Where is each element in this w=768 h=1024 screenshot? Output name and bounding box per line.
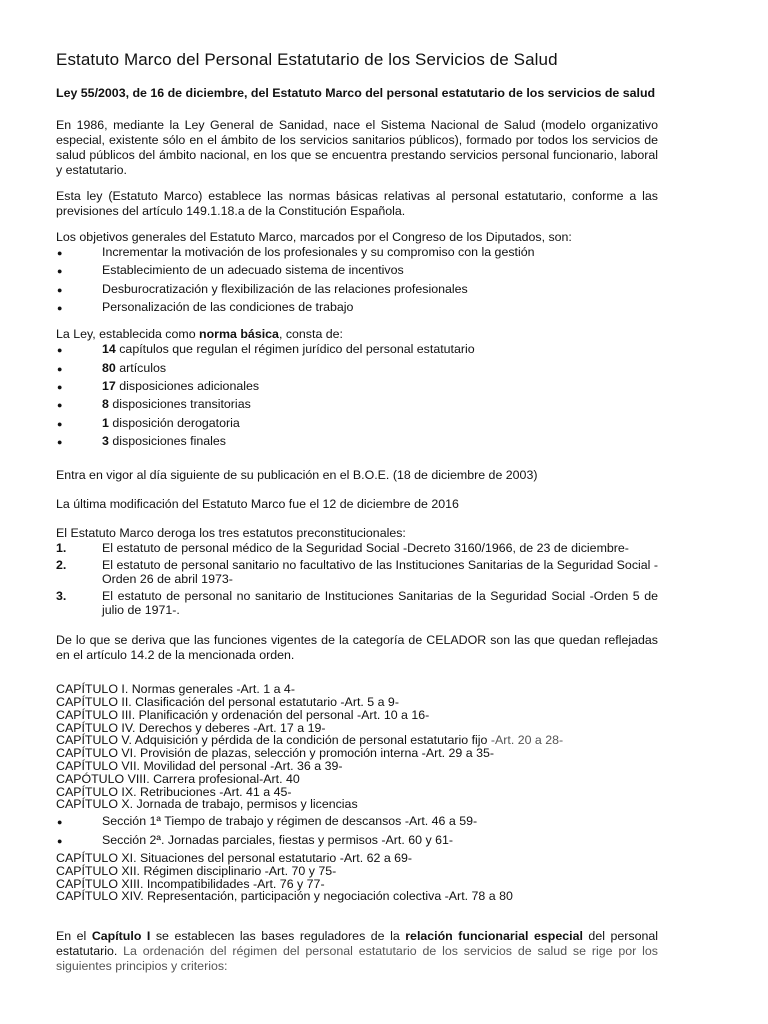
chapter-item: CAPÍTULO X. Jornada de trabajo, permisos y licencias — [56, 797, 358, 812]
derogations-lead: El Estatuto Marco deroga los tres estatutos preconstitucionales: — [56, 526, 406, 541]
chapter-item: CAPÍTULO VII. Movilidad del personal -Art. 36 a 39- — [56, 758, 343, 773]
list-item: 2. El estatuto de personal sanitario no facultativo de las Instituciones Sanitarias de la Seguridad Social -Orden 26 de abril 1973- — [56, 558, 658, 587]
list-item: ● 17 disposiciones adicionales — [57, 378, 260, 393]
chapter-item: CAPÍTULO II. Clasificación del personal estatutario -Art. 5 a 9- — [56, 694, 399, 709]
chapter-item: CAPÍTULO I. Normas generales -Art. 1 a 4- — [56, 682, 295, 697]
page-title: Estatuto Marco del Personal Estatutario de los Servicios de Salud — [56, 50, 558, 69]
bullet-icon: ● — [57, 836, 63, 847]
bullet-icon: ● — [57, 817, 63, 828]
bullet-icon: ● — [57, 248, 63, 258]
bullet-icon: ● — [57, 437, 63, 448]
list-item: ● Personalización de las condiciones de trabajo — [57, 300, 354, 315]
entry-in-force: Entra en vigor al día siguiente de su publicación en el B.O.E. (18 de diciembre de 2003) — [56, 468, 538, 483]
law-subtitle: Ley 55/2003, de 16 de diciembre, del Estatuto Marco del personal estatutario de los servicios de salud — [56, 86, 656, 100]
bullet-icon: ● — [57, 400, 63, 411]
closing-paragraph: En el Capítulo I se establecen las bases reguladores de la relación funcionarial especial del personal estatutario. La ordenación del régimen del personal estatutario de los servicios de salud se rige por los siguientes principios y criterios: — [56, 929, 659, 974]
chapter-item: CAPÍTULO V. Adquisición y pérdida de la condición de personal estatutario fijo -Art. 20 a 28- — [56, 733, 564, 748]
bullet-icon: ● — [57, 284, 63, 295]
celador-paragraph: De lo que se deriva que las funciones vigentes de la categoría de CELADOR son las que quedan reflejadas en el artículo 14.2 de la mencionada orden. — [56, 633, 658, 663]
chapter-item: CAPÍTULO IV. Derechos y deberes -Art. 17 a 19- — [56, 720, 326, 735]
chapter-item: CAPÍTULO VI. Provisión de plazas, selección y promoción interna -Art. 29 a 35- — [56, 746, 494, 761]
bullet-icon: ● — [57, 381, 63, 392]
list-item: ● 80 artículos — [57, 360, 167, 375]
chapters-list — [56, 683, 658, 903]
list-item: ● Establecimiento de un adecuado sistema de incentivos — [57, 263, 404, 278]
bullet-icon: ● — [57, 418, 63, 429]
objectives-lead: Los objetivos generales del Estatuto Marco, marcados por el Congreso de los Diputados, son: — [56, 230, 572, 244]
bullet-icon: ● — [57, 345, 63, 356]
list-item: 1. El estatuto de personal médico de la Seguridad Social -Decreto 3160/1966, de 23 de diciembre- — [56, 541, 629, 556]
list-item: ● 1 disposición derogatoria — [57, 415, 240, 430]
chapter-item: CAPÍTULO XI. Situaciones del personal estatutario -Art. 62 a 69- — [56, 851, 413, 866]
bullet-icon: ● — [57, 363, 63, 374]
last-modification: La última modificación del Estatuto Marco fue el 12 de diciembre de 2016 — [56, 497, 459, 512]
objectives-list — [56, 245, 658, 315]
bullet-icon: ● — [57, 266, 63, 277]
list-item: ● Sección 2ª. Jornadas parciales, fiestas y permisos -Art. 60 y 61- — [57, 833, 453, 848]
list-item: ● Sección 1ª Tiempo de trabajo y régimen de descansos -Art. 46 a 59- — [57, 814, 478, 829]
list-item: ● 3 disposiciones finales — [57, 434, 226, 449]
structure-list — [56, 342, 658, 449]
list-item: ● 14 capítulos que regulan el régimen jurídico del personal estatutario — [57, 342, 475, 357]
structure-lead: La Ley, establecida como norma básica, consta de: — [56, 327, 343, 342]
bullet-icon: ● — [57, 303, 63, 314]
chapter-item: CAPÍTULO XIV. Representación, participación y negociación colectiva -Art. 78 a 80 — [56, 889, 513, 904]
chapter-item: CAPÓTULO VIII. Carrera profesional-Art. 40 — [56, 771, 300, 786]
list-item: 3. El estatuto de personal no sanitario de Instituciones Sanitarias de la Seguridad Social -Orden 5 de julio de 1971-. — [56, 589, 658, 618]
sections-list — [56, 814, 658, 848]
derogations-list — [56, 541, 658, 617]
list-item: ● Incrementar la motivación de los profesionales y su compromiso con la gestión — [57, 245, 535, 259]
chapter-item: CAPÍTULO III. Planificación y ordenación del personal -Art. 10 a 16- — [56, 707, 430, 722]
constitution-paragraph: Esta ley (Estatuto Marco) establece las normas básicas relativas al personal estatutario, conforme a las previsiones del artículo 149.1.18.a de la Constitución Española. — [56, 189, 658, 218]
intro-paragraph: En 1986, mediante la Ley General de Sanidad, nace el Sistema Nacional de Salud (modelo organizativo especial, existente sólo en el ámbito de los servicios sanitarios públicos), formado por todos los servicios de salud públicos del ámbito nacional, en los que se encuentra prestando servicios personal funcionario, laboral y estatutario. — [56, 118, 658, 177]
list-item: ● Desburocratización y flexibilización de las relaciones profesionales — [57, 281, 468, 296]
chapter-item: CAPÍTULO XII. Régimen disciplinario -Art. 70 y 75- — [56, 863, 337, 878]
chapter-item: CAPÍTULO XIII. Incompatibilidades -Art. 76 y 77- — [56, 876, 325, 891]
list-item: ● 8 disposiciones transitorias — [57, 397, 251, 412]
document — [56, 50, 658, 985]
chapter-item: CAPÍTULO IX. Retribuciones -Art. 41 a 45- — [56, 784, 292, 799]
